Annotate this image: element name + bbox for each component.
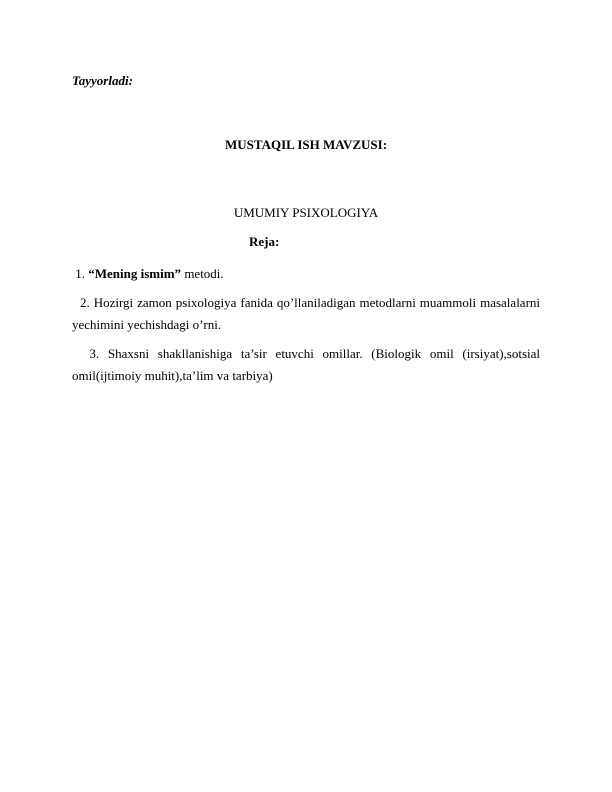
- plan-item-number: 3.: [89, 346, 100, 361]
- plan-item-text: metodi.: [181, 266, 224, 281]
- prepared-by-label: Tayyorladi:: [72, 73, 133, 88]
- subject-title: UMUMIY PSIXOLOGIYA: [233, 205, 379, 220]
- plan-item-1: [72, 263, 540, 285]
- plan-item-bold-text: “Mening ismim”: [88, 266, 182, 281]
- plan-item-text: Shaxsni shakllanishiga ta’sir etuvchi omillar. (Biologik omil (irsiyat),sotsial omil(ijtimoiy muhit),ta’lim va tarbiya): [72, 346, 541, 383]
- plan-item-number: 1.: [75, 266, 85, 281]
- topic-heading: MUSTAQIL ISH MAVZUSI:: [224, 137, 388, 152]
- plan-item-number: 2.: [79, 295, 90, 310]
- plan-item-3: [72, 343, 540, 387]
- plan-item-2: [72, 292, 540, 336]
- plan-label: Reja:: [249, 234, 280, 249]
- plan-list: [72, 263, 540, 394]
- plan-item-text: Hozirgi zamon psixologiya fanida qo’llaniladigan metodlarni muammoli masalalarni yechimini yechishdagi o’rni.: [72, 295, 541, 332]
